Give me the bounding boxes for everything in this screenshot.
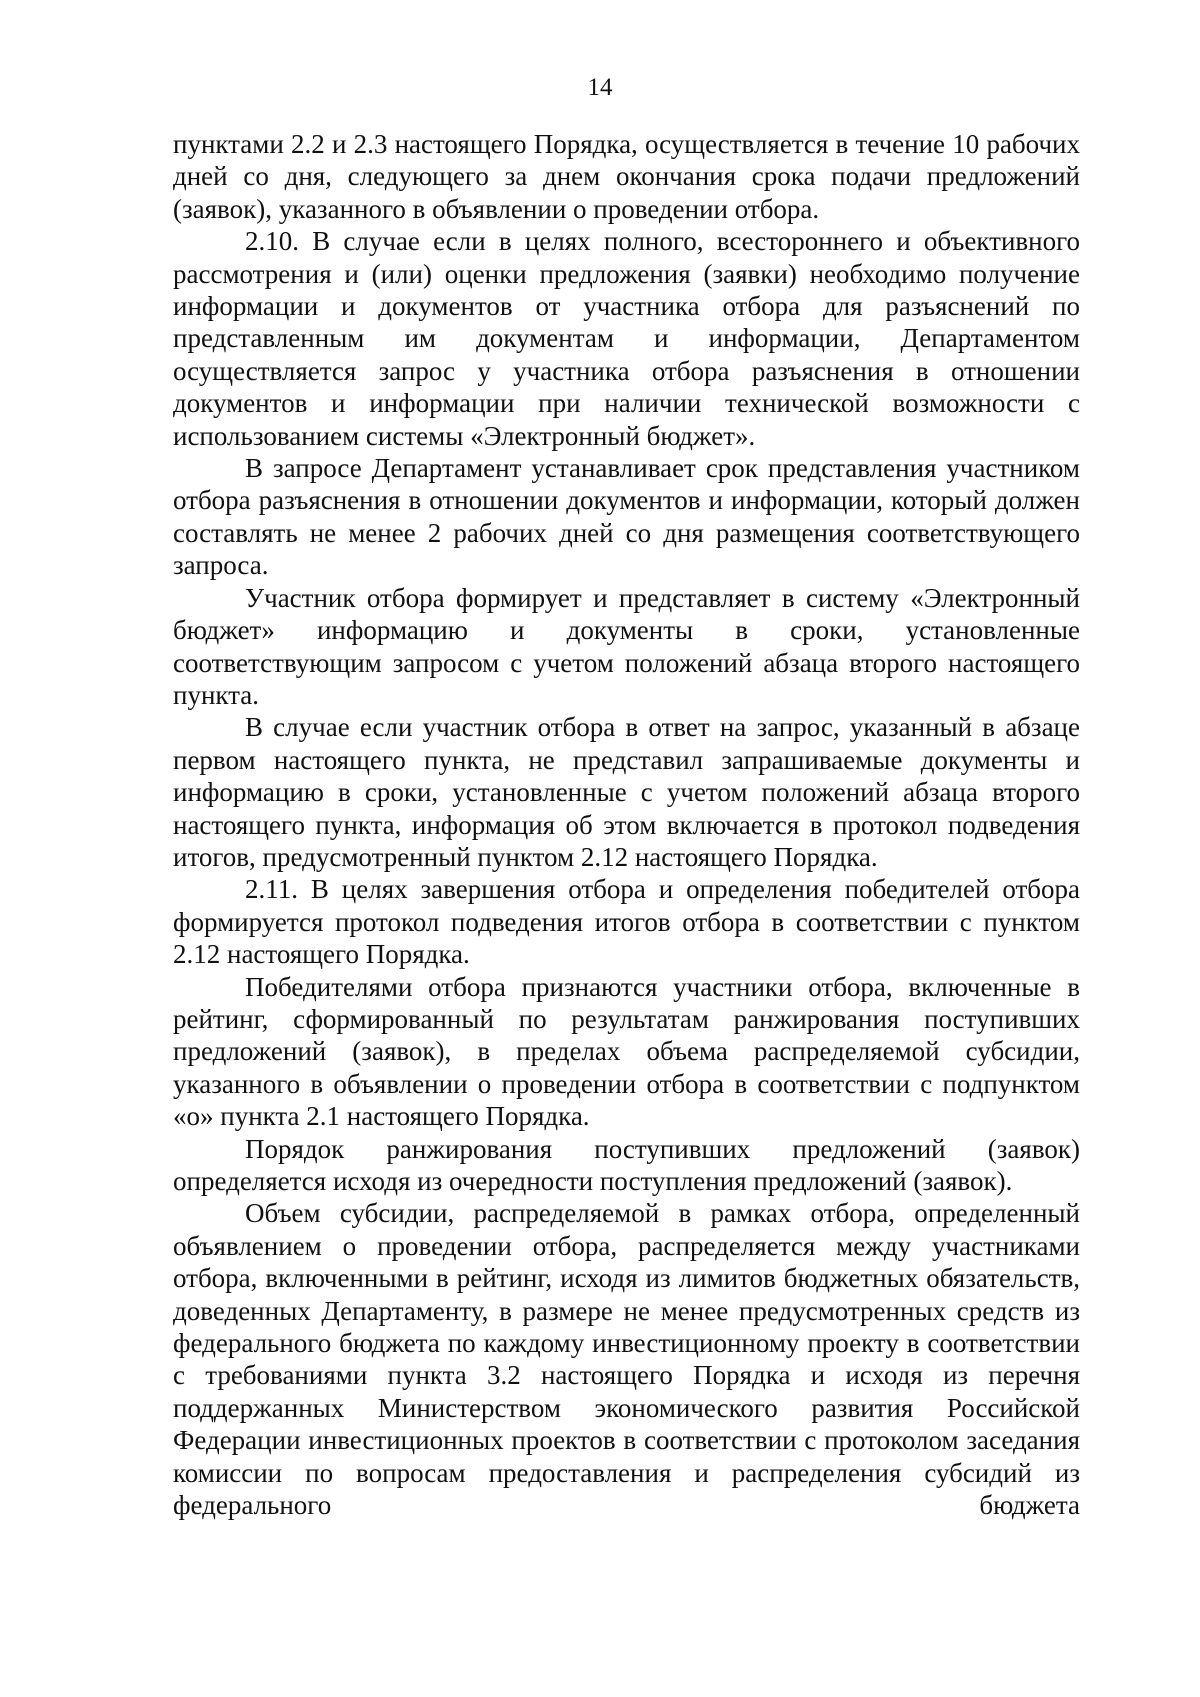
paragraph-3: В запросе Департамент устанавливает срок представления участником отбора разъяснения в отношении документов и информации, который должен составлять не менее 2 рабочих дней со дня размещения соответствующего запроса. xyxy=(173,453,1080,581)
paragraph-1: пунктами 2.2 и 2.3 настоящего Порядка, осуществляется в течение 10 рабочих дней со дня, следующего за днем окончания срока подачи предложений (заявок), указанного в объявлении о проведении отбора. xyxy=(173,129,1080,224)
paragraph-6: 2.11. В целях завершения отбора и определения победителей отбора формируется протокол подведения итогов отбора в соответствии с пунктом 2.12 настоящего Порядка. xyxy=(173,874,1080,970)
paragraph-5: В случае если участник отбора в ответ на запрос, указанный в абзаце первом настоящего пункта, не представил запрашиваемые документы и информацию в сроки, установленные с учетом положений абзаца второго настоящего пункта, информация об этом включается в протокол подведения итогов, предусмотренный пунктом 2.12 настоящего Порядка. xyxy=(173,712,1080,872)
paragraph-7: Победителями отбора признаются участники отбора, включенные в рейтинг, сформированный по результатам ранжирования поступивших предложений (заявок), в пределах объема распределяемой субсидии, указанного в объявлении о проведении отбора в соответствии с подпунктом «о» пункта 2.1 настоящего Порядка. xyxy=(173,971,1080,1132)
paragraph-4: Участник отбора формирует и представляет в систему «Электронный бюджет» информацию и документы в сроки, установленные соответствующим запросом с учетом положений абзаца второго настоящего пункта. xyxy=(173,582,1080,710)
body-text xyxy=(173,128,1080,1521)
paragraph-8: Порядок ранжирования поступивших предложений (заявок) определяется исходя из очередности поступления предложений (заявок). xyxy=(173,1133,1080,1196)
paragraph-2: 2.10. В случае если в целях полного, всестороннего и объективного рассмотрения и (или) оценки предложения (заявки) необходимо получение информации и документов от участника отбора для разъяснений по представленным им документам и информации, Департаментом осуществляется запрос у участника отбора разъяснения в отношении документов и информации при наличии технической возможности с использованием системы «Электронный бюджет». xyxy=(173,226,1080,451)
page-number: 14 xyxy=(587,74,613,101)
paragraph-9: Объем субсидии, распределяемой в рамках отбора, определенный объявлением о проведении отбора, распределяется между участниками отбора, включенными в рейтинг, исходя из лимитов бюджетных обязательств, доведенных Департаменту, в размере не менее предусмотренных средств из федерального бюджета по каждому инвестиционному проекту в соответствии с требованиями пункта 3.2 настоящего Порядка и исходя из перечня поддержанных Министерством экономического развития Российской Федерации инвестиционных проектов в соответствии с протоколом заседания комиссии по вопросам предоставления и распределения субсидий из федерального бюджета xyxy=(173,1198,1080,1521)
